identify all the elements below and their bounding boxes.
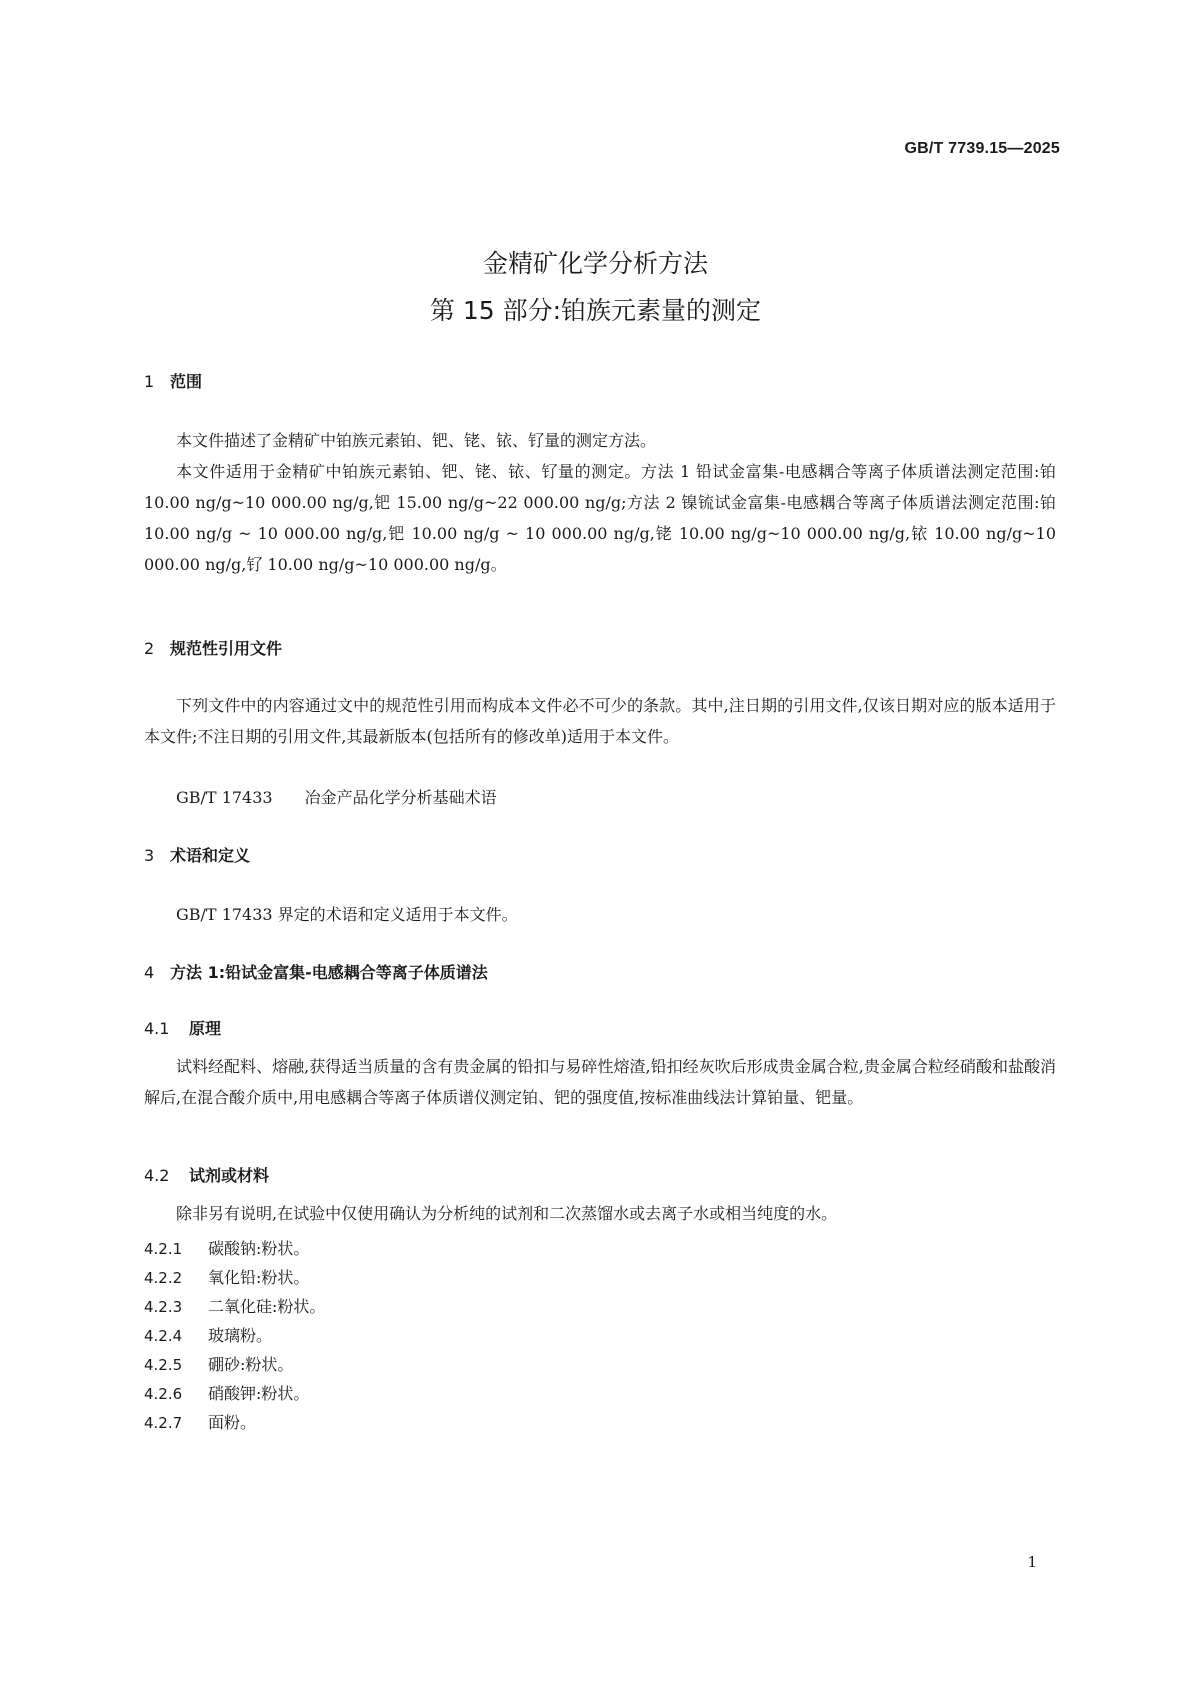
normative-reference	[176, 785, 497, 808]
section-number: 3	[144, 846, 155, 865]
section-1-heading	[144, 369, 202, 392]
item-text: 硼砂:粉状。	[208, 1355, 294, 1374]
section-number: 1	[144, 372, 155, 391]
document-title-line2: 第 15 部分:铂族元素量的测定	[429, 296, 762, 325]
item-number: 4.2.1	[144, 1240, 183, 1258]
list-item	[144, 1236, 309, 1259]
section-title: 范围	[170, 372, 203, 391]
item-text: 二氧化硅:粉状。	[208, 1297, 326, 1316]
item-text: 玻璃粉。	[208, 1326, 273, 1345]
item-number: 4.2.7	[144, 1414, 183, 1432]
document-title-line1: 金精矿化学分析方法	[482, 249, 708, 278]
list-item	[144, 1410, 256, 1433]
list-item	[144, 1294, 325, 1317]
section-2-paragraph-1: 下列文件中的内容通过文中的规范性引用而构成本文件必不可少的条款。其中,注日期的引用文件,仅该日期对应的版本适用于本文件;不注日期的引用文件,其最新版本(包括所有的修改单)适用于本文件。	[144, 696, 1056, 746]
item-number: 4.2.6	[144, 1385, 183, 1403]
section-title: 规范性引用文件	[170, 639, 283, 658]
section-title: 方法 1:铅试金富集-电感耦合等离子体质谱法	[170, 963, 488, 982]
reference-code: GB/T 17433	[176, 788, 273, 807]
section-3-paragraph-1: GB/T 17433 界定的术语和定义适用于本文件。	[176, 905, 518, 924]
list-item	[144, 1265, 309, 1288]
reference-title: 冶金产品化学分析基础术语	[304, 788, 497, 807]
section-4-heading	[144, 960, 488, 983]
item-text: 碳酸钠:粉状。	[208, 1239, 310, 1258]
section-number: 2	[144, 639, 155, 658]
section-1-paragraph-1: 本文件描述了金精矿中铂族元素铂、钯、铑、铱、钌量的测定方法。	[176, 431, 657, 450]
item-text: 氧化铅:粉状。	[208, 1268, 310, 1287]
section-1-paragraph-2: 本文件适用于金精矿中铂族元素铂、钯、铑、铱、钌量的测定。方法 1 铅试金富集-电感耦合等离子体质谱法测定范围:铂 10.00 ng/g~10 000.00 ng/g,钯 15.00 ng/g~22 000.00 ng/g;方法 2 镍锍试金富集-电感耦合等离子体质谱法测定范围:铂 10.00 ng/g ~ 10 000.00 ng/g,钯 10.00 ng/g ~ 10 000.00 ng/g,铑 10.00 ng/g~10 000.00 ng/g,铱 10.00 ng/g~10 000.00 ng/g,钌 10.00 ng/g~10 000.00 ng/g。	[144, 462, 1056, 574]
section-number: 4.1	[144, 1019, 170, 1038]
section-4-1-heading	[144, 1016, 221, 1039]
section-title: 术语和定义	[170, 846, 251, 865]
list-item	[144, 1352, 293, 1375]
item-number: 4.2.2	[144, 1269, 183, 1287]
item-text: 面粉。	[208, 1413, 257, 1432]
document-code: GB/T 7739.15—2025	[904, 140, 1060, 157]
section-4-2-paragraph-1: 除非另有说明,在试验中仅使用确认为分析纯的试剂和二次蒸馏水或去离子水或相当纯度的水。	[176, 1204, 838, 1223]
section-4-1-paragraph-1: 试料经配料、熔融,获得适当质量的含有贵金属的铅扣与易碎性熔渣,铅扣经灰吹后形成贵金属合粒,贵金属合粒经硝酸和盐酸消解后,在混合酸介质中,用电感耦合等离子体质谱仪测定铂、钯的强度值,按标准曲线法计算铂量、钯量。	[144, 1057, 1056, 1107]
section-title: 试剂或材料	[189, 1166, 270, 1185]
section-title: 原理	[189, 1019, 222, 1038]
section-number: 4.2	[144, 1166, 170, 1185]
item-number: 4.2.4	[144, 1327, 183, 1345]
section-4-2-heading	[144, 1163, 269, 1186]
section-3-heading	[144, 843, 250, 866]
section-number: 4	[144, 963, 155, 982]
list-item	[144, 1323, 272, 1346]
item-number: 4.2.3	[144, 1298, 183, 1316]
item-text: 硝酸钾:粉状。	[208, 1384, 310, 1403]
section-2-heading	[144, 636, 282, 659]
page-number: 1	[1027, 1553, 1037, 1571]
list-item	[144, 1381, 309, 1404]
item-number: 4.2.5	[144, 1356, 183, 1374]
